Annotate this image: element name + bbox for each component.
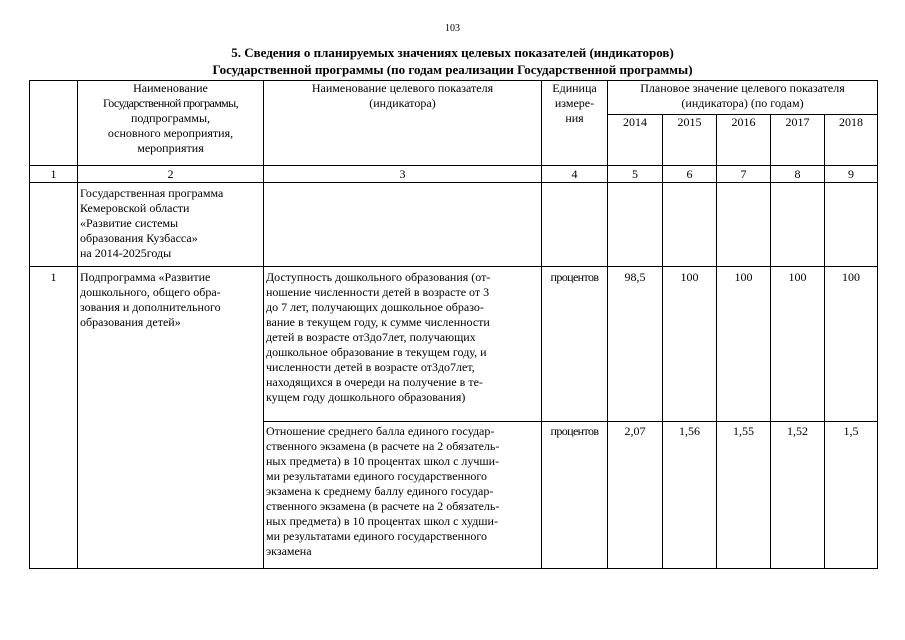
- header-row: [30, 81, 878, 115]
- program-cell: [78, 267, 264, 569]
- column-numbers-row: [30, 166, 878, 183]
- indicator-line: Доступность дошкольного образования (от-: [266, 270, 491, 284]
- indicator-line: ных предмета) в 10 процентах школ с лучши-: [266, 454, 500, 468]
- value-cell: 2,07: [608, 422, 663, 569]
- indicator-line: вание в текущем году, к сумме численности: [266, 315, 490, 329]
- program-line: зования и дополнительного: [80, 300, 221, 314]
- header-unit-line: измере-: [554, 96, 595, 110]
- indicator-line: ственного экзамена (в расчете на 2 обязатель-: [266, 439, 500, 453]
- header-unit-line: ния: [565, 111, 584, 125]
- indicator-line: экзамена: [266, 544, 312, 558]
- program-line: «Развитие системы: [80, 216, 179, 230]
- header-program-line: мероприятия: [137, 141, 204, 155]
- indicator-line: детей в возрасте от3до7лет, получающих: [266, 330, 476, 344]
- column-number: 7: [717, 166, 771, 183]
- indicators-table: [29, 80, 878, 569]
- indicator-line: ных предмета) в 10 процентах школ с худши-: [266, 514, 498, 528]
- indicator-line: Отношение среднего балла единого государ-: [266, 424, 495, 438]
- unit-cell: процентов: [542, 422, 608, 569]
- indicator-line: находящихся в очереди на получение в те-: [266, 375, 483, 389]
- row-number: [30, 183, 78, 267]
- header-year-cell: 2015: [663, 115, 717, 166]
- header-cell-index: [30, 81, 78, 166]
- column-number: 9: [825, 166, 878, 183]
- indicator-cell: [264, 422, 542, 569]
- value-cell: [825, 183, 878, 267]
- header-program-line: подпрограммы,: [130, 111, 211, 125]
- header-year-cell: 2018: [825, 115, 878, 166]
- header-indicator-line: Наименование целевого показателя: [311, 81, 494, 95]
- indicator-line: экзамена к среднему баллу единого государ-: [266, 484, 494, 498]
- indicator-cell: [264, 183, 542, 267]
- row-number: 1: [30, 267, 78, 569]
- indicator-line: ношение численности детей в возрасте от 3: [266, 285, 490, 299]
- indicator-line: до 7 лет, получающих дошкольное образо-: [266, 300, 484, 314]
- column-number: 8: [771, 166, 825, 183]
- column-number: 6: [663, 166, 717, 183]
- header-cell-indicator: [264, 81, 542, 166]
- value-cell: 100: [663, 267, 717, 422]
- unit-cell: процентов: [542, 267, 608, 422]
- indicator-line: численности детей в возрасте от3до7лет,: [266, 360, 475, 374]
- header-program-line: основного мероприятия,: [107, 126, 234, 140]
- header-indicator-line: (индикатора): [369, 96, 436, 110]
- indicator-line: дошкольное образование в текущем году, и: [266, 345, 487, 359]
- program-line: на 2014-2025годы: [80, 246, 172, 260]
- value-cell: 98,5: [608, 267, 663, 422]
- value-cell: 1,55: [717, 422, 771, 569]
- column-number: 3: [264, 166, 542, 183]
- header-cell-planned: [608, 81, 878, 115]
- indicator-line: ми результатами единого государственного: [266, 469, 488, 483]
- program-line: Подпрограмма «Развитие: [80, 270, 211, 284]
- header-unit-line: Единица: [552, 81, 597, 95]
- value-cell: 1,56: [663, 422, 717, 569]
- value-cell: [771, 183, 825, 267]
- header-year-cell: 2014: [608, 115, 663, 166]
- header-planned-line: Плановое значение целевого показателя: [640, 81, 845, 95]
- indicator-cell: [264, 267, 542, 422]
- value-cell: [717, 183, 771, 267]
- value-cell: 100: [825, 267, 878, 422]
- program-line: Кемеровской области: [80, 201, 190, 215]
- indicator-line: кущем году дошкольного образования): [266, 390, 466, 404]
- header-planned-line: (индикатора) (по годам): [681, 96, 804, 110]
- header-program-line: Наименование: [133, 81, 208, 95]
- column-number: 4: [542, 166, 608, 183]
- page-number: 103: [445, 23, 460, 34]
- program-line: образования Кузбасса»: [80, 231, 198, 245]
- table-row: [30, 267, 878, 422]
- program-line: Государственная программа: [80, 186, 224, 200]
- header-year-cell: 2016: [717, 115, 771, 166]
- header-cell-unit: [542, 81, 608, 166]
- value-cell: 100: [771, 267, 825, 422]
- column-number: 2: [78, 166, 264, 183]
- value-cell: [663, 183, 717, 267]
- page-title-line-1: 5. Сведения о планируемых значениях целевых показателей (индикаторов): [231, 45, 674, 60]
- program-line: образования детей»: [80, 315, 181, 329]
- value-cell: 100: [717, 267, 771, 422]
- header-year-cell: 2017: [771, 115, 825, 166]
- header-program-line: Государственной программы,: [102, 96, 239, 110]
- indicator-line: ственного экзамена (в расчете на 2 обязатель-: [266, 499, 500, 513]
- program-cell: [78, 183, 264, 267]
- unit-cell: [542, 183, 608, 267]
- program-line: дошкольного, общего обра-: [80, 285, 221, 299]
- value-cell: 1,5: [825, 422, 878, 569]
- page-title-line-2: Государственной программы (по годам реализации Государственной программы): [212, 62, 693, 77]
- value-cell: 1,52: [771, 422, 825, 569]
- column-number: 1: [30, 166, 78, 183]
- value-cell: [608, 183, 663, 267]
- column-number: 5: [608, 166, 663, 183]
- indicator-line: ми результатами единого государственного: [266, 529, 488, 543]
- table-row: [30, 183, 878, 267]
- header-cell-program: [78, 81, 264, 166]
